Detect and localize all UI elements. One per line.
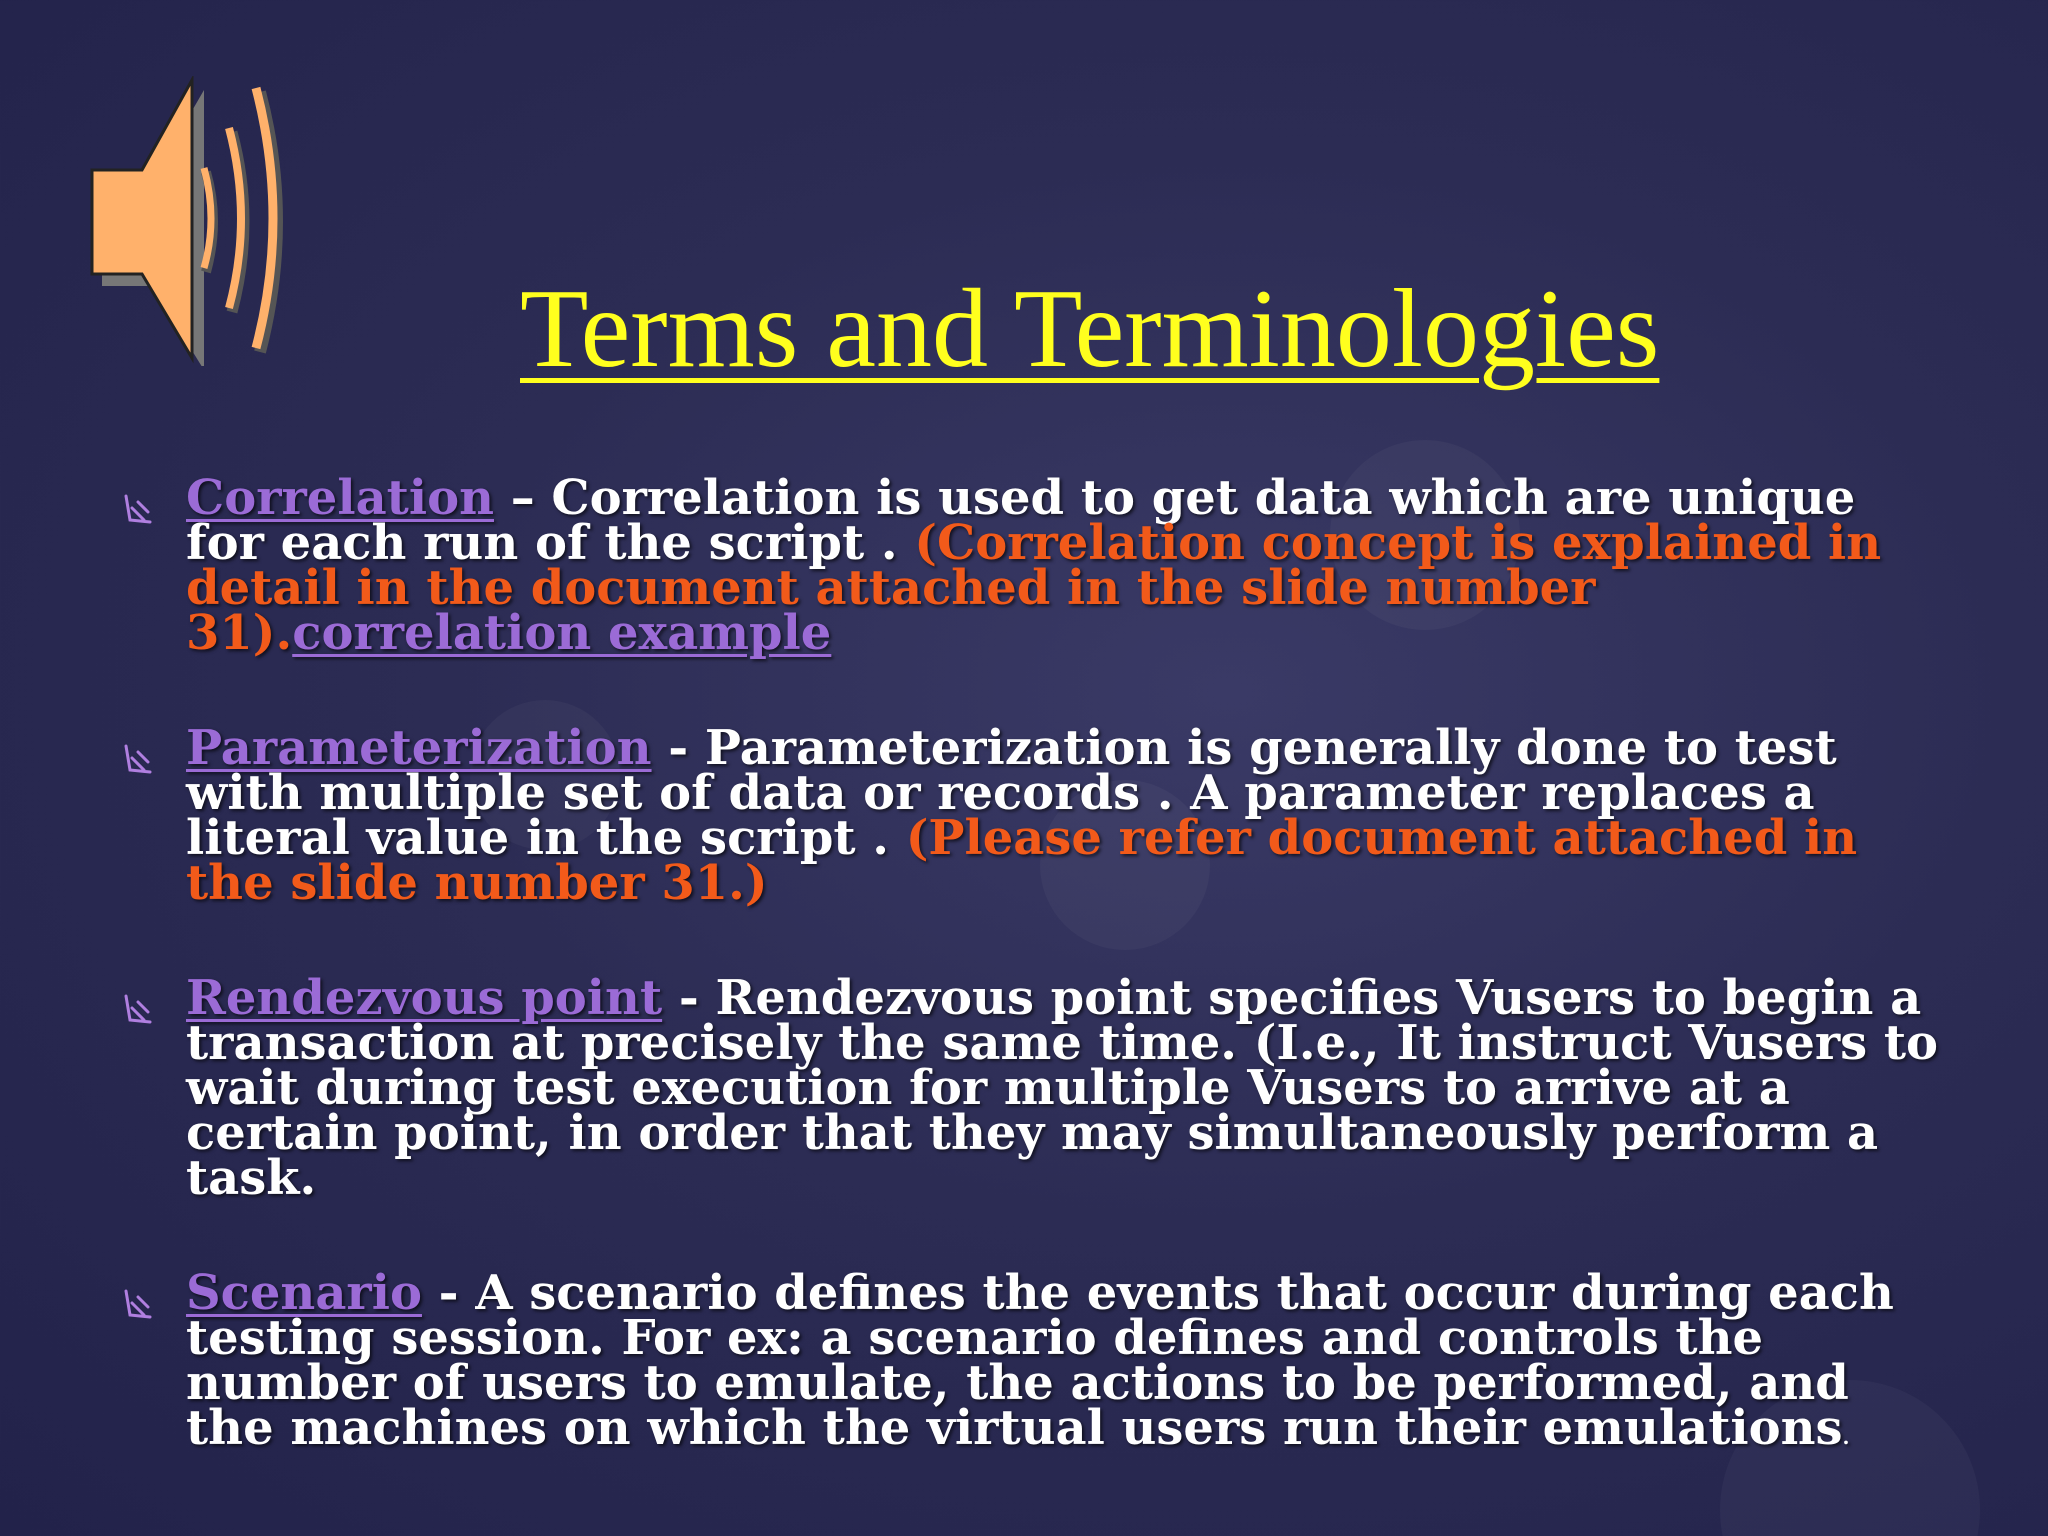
correlation-example-link[interactable]: correlation example xyxy=(292,605,832,661)
slide-title: Terms and Terminologies xyxy=(520,267,1660,391)
term-parameterization-link[interactable]: Parameterization xyxy=(186,720,652,776)
bullet-tail: . xyxy=(1842,1425,1850,1449)
bullet-note: (Correlation concept is explained in detail in the document attached in the slide number 31). xyxy=(186,515,1882,661)
bullet-note: (Please refer document attached in the slide number 31.) xyxy=(186,810,1858,911)
bullet-text: - A scenario defines the events that occur during each testing session. For ex: a scenario defines and controls the number of users to emulate, the actions to be performed, and the machines on which the virtual users run their emulations xyxy=(186,1265,1894,1456)
bullet-text: - Parameterization is generally done to test with multiple set of data or records . A parameter replaces a literal value in the script . xyxy=(186,720,1837,866)
term-correlation-link[interactable]: Correlation xyxy=(186,470,494,526)
bullet-arrow-icon xyxy=(120,492,156,528)
bullet-arrow-icon xyxy=(120,742,156,778)
bullet-arrow-icon xyxy=(120,992,156,1028)
bullet-parameterization xyxy=(120,720,1940,911)
bullet-arrow-icon xyxy=(120,1287,156,1323)
term-scenario-link[interactable]: Scenario xyxy=(186,1265,422,1321)
term-rendezvous-point-link[interactable]: Rendezvous point xyxy=(186,970,663,1026)
bullet-list xyxy=(120,470,1940,1530)
bullet-text: – Correlation is used to get data which are unique for each run of the script . xyxy=(186,470,1856,571)
bullet-scenario xyxy=(120,1265,1940,1460)
bullet-correlation xyxy=(120,470,1940,661)
bullet-text: - Rendezvous point specifies Vusers to begin a transaction at precisely the same time. (I.e., It instruct Vusers to wait during test execution for multiple Vusers to arrive at a certain point, in order that they may simultaneously perform a task. xyxy=(186,970,1939,1206)
bullet-rendezvous-point xyxy=(120,970,1940,1206)
